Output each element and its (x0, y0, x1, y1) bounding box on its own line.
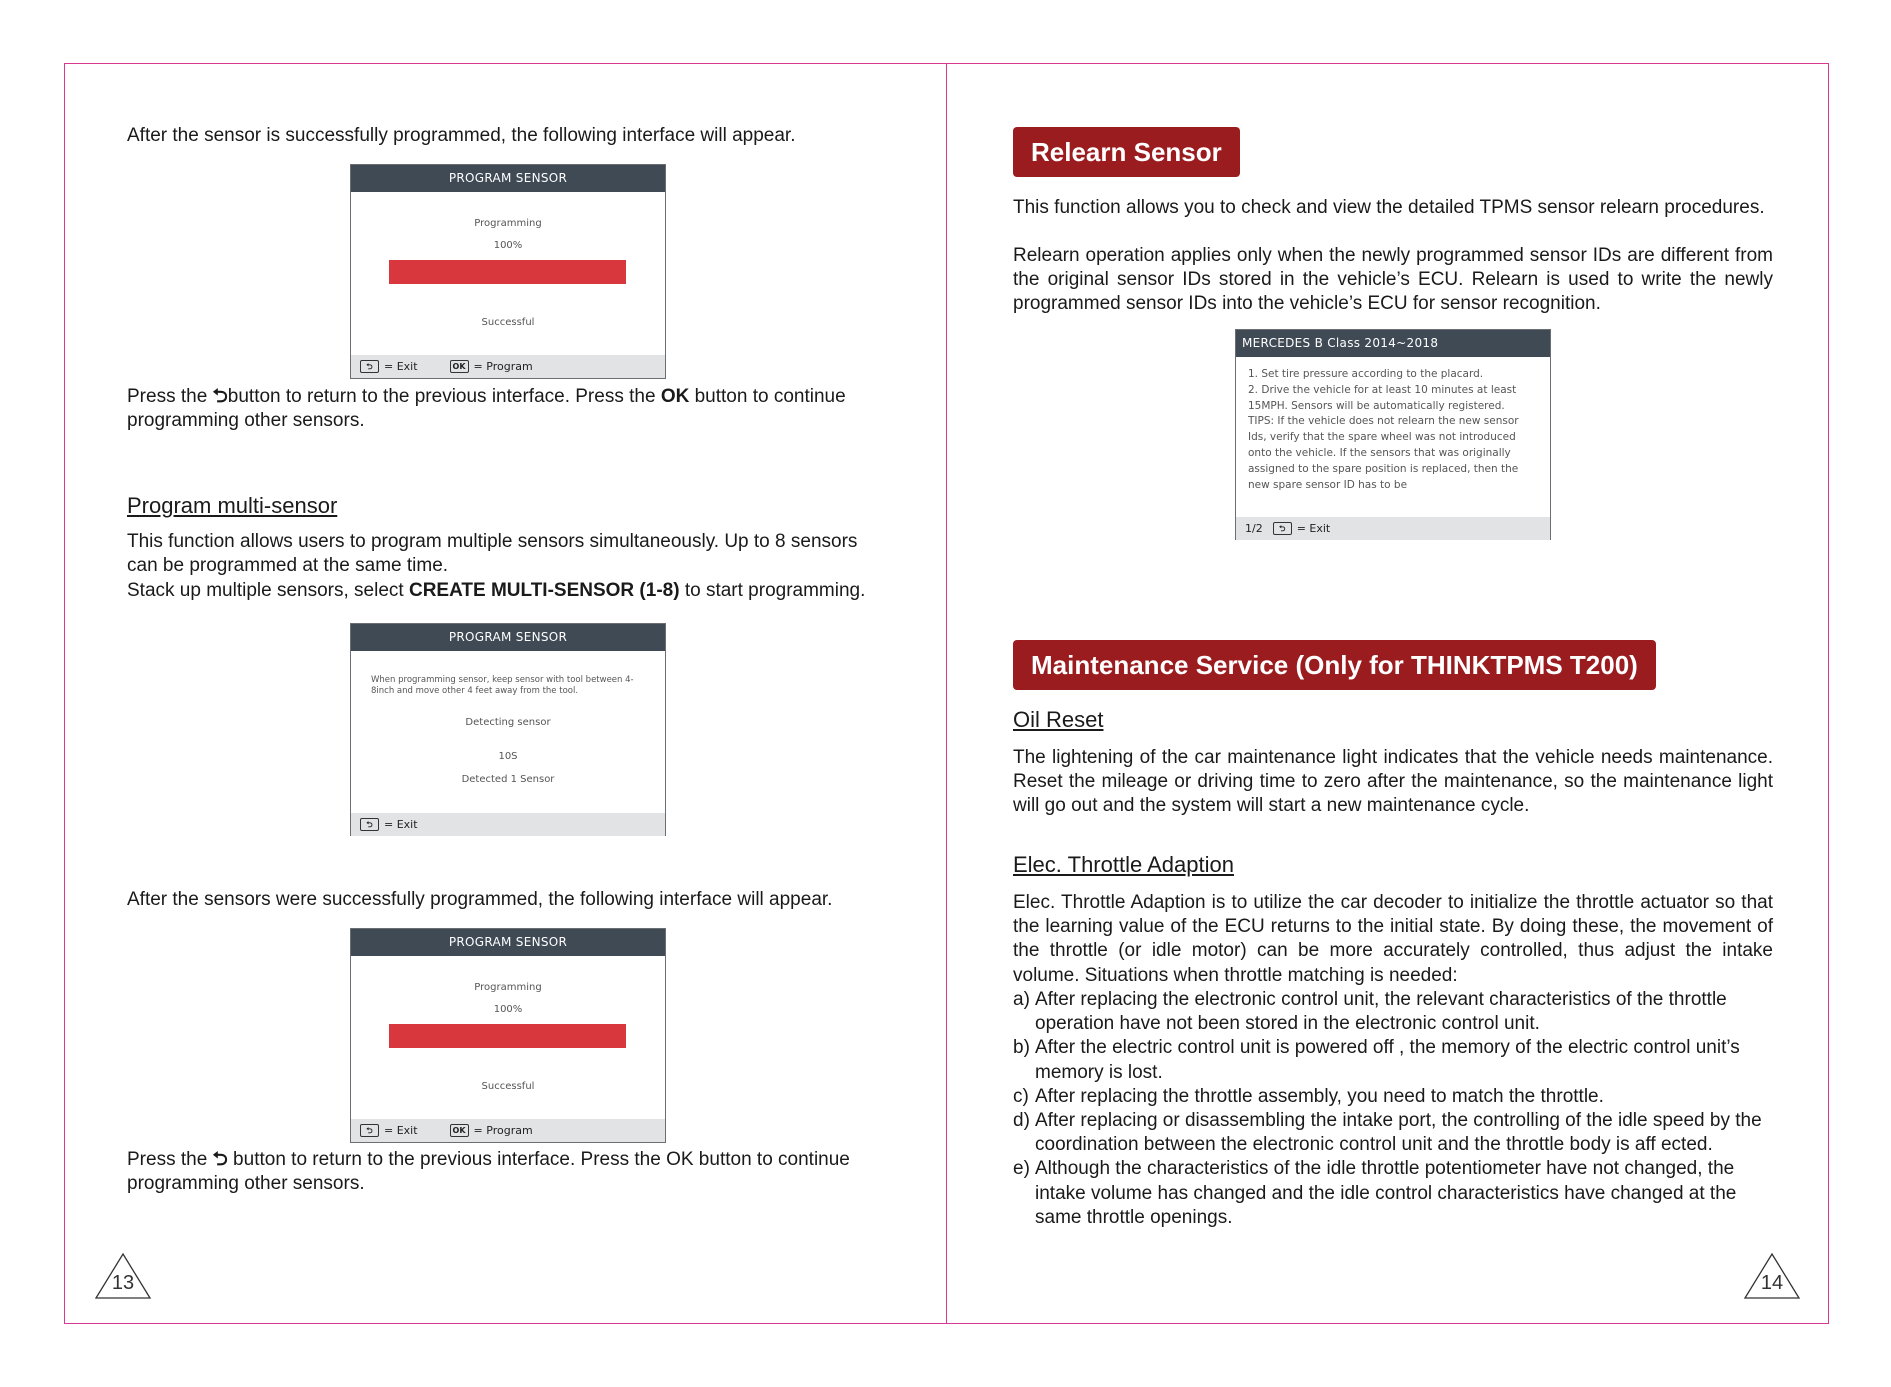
return-icon: ⮌ (360, 1124, 379, 1137)
relearn-sensor-heading: Relearn Sensor (1013, 127, 1240, 177)
return-icon: ⮌ (212, 1149, 228, 1170)
page-divider (946, 63, 947, 1324)
screen-title: PROGRAM SENSOR (351, 624, 665, 651)
progress-bar (389, 1024, 626, 1048)
successful-label: Successful (481, 317, 535, 328)
list-marker: c) (1013, 1085, 1029, 1107)
text-part: button to continue programming other sensors. (127, 386, 846, 432)
relearn-intro-text: This function allows you to check and view the detailed TPMS sensor relearn procedures. (1013, 197, 1765, 218)
program-label: = Program (473, 1124, 533, 1137)
text-part: to start programming. (679, 580, 866, 601)
detecting-label: Detecting sensor (465, 717, 551, 728)
list-text: After replacing or disassembling the intake port, the controlling of the idle speed by the coordination between the electronic control unit and the throttle body is aff ected. (1035, 1110, 1762, 1156)
screen-body (351, 192, 665, 355)
timer-label: 10S (498, 751, 518, 762)
page-indicator: 1/2 (1245, 522, 1263, 535)
relearn-step-1: 1. Set tire pressure according to the placard. (1248, 368, 1484, 380)
list-item (1013, 1036, 1783, 1084)
detect-sensor-screen (350, 623, 666, 836)
programming-label: Programming (474, 982, 542, 993)
keep-distance-note: When programming sensor, keep sensor with tool between 4-8inch and move other 4 feet away from the tool. (371, 675, 634, 696)
screen-footer (1236, 517, 1550, 540)
screen-title: MERCEDES B Class 2014~2018 (1236, 330, 1550, 357)
maintenance-service-heading: Maintenance Service (Only for THINKTPMS T200) (1013, 640, 1656, 690)
list-marker: d) (1013, 1110, 1030, 1132)
press-return-text-1 (127, 385, 887, 433)
text-part: Stack up multiple sensors, select (127, 580, 409, 601)
program-label: = Program (473, 360, 533, 373)
programming-label: Programming (474, 218, 542, 229)
list-item (1013, 1085, 1783, 1109)
list-item (1013, 1109, 1783, 1157)
screen-footer (351, 1119, 665, 1142)
screen-footer (351, 813, 665, 836)
program-sensor-screen-success (350, 928, 666, 1143)
program-sensor-screen (350, 164, 666, 379)
exit-label: = Exit (384, 360, 418, 373)
screen-footer (351, 355, 665, 378)
page-number-14 (1743, 1252, 1801, 1300)
relearn-operation-text: Relearn operation applies only when the newly programmed sensor IDs are different from the original sensor IDs stored in the vehicle’s ECU. Relearn is used to write the newly programmed sensor IDs into the vehicle’s ECU for sensor recognition. (1013, 245, 1773, 315)
return-icon: ⮌ (1273, 522, 1292, 535)
create-multi-sensor-label: CREATE MULTI-SENSOR (1-8) (408, 580, 680, 601)
exit-hint[interactable] (360, 818, 418, 831)
progress-bar (389, 260, 626, 284)
exit-label: = Exit (1296, 522, 1331, 535)
exit-label: = Exit (384, 818, 418, 831)
text-part: button to return to the previous interface. Press the OK button to continue programming other sensors. (127, 1149, 850, 1195)
screen-title: PROGRAM SENSOR (351, 929, 665, 956)
screen-body (351, 956, 665, 1119)
text-part: Press the (127, 386, 213, 407)
intro-text: After the sensor is successfully programmed, the following interface will appear. (127, 125, 796, 146)
percent-label: 100% (493, 1004, 523, 1015)
exit-hint[interactable] (1273, 522, 1331, 535)
after-programmed-text: After the sensors were successfully programmed, the following interface will appear. (127, 889, 833, 910)
throttle-adaption-text: Elec. Throttle Adaption is to utilize the car decoder to initialize the throttle actuator so that the learning value of the ECU returns to the initial state. By doing these, the movement of the throttle (or idle motor) can be more accurately controlled, thus adjust the intake volume. Situations when throttle matching is needed: (1013, 892, 1773, 986)
multi-sensor-text: This function allows users to program multiple sensors simultaneously. Up to 8 sensors can be programmed at the same time. (127, 531, 858, 577)
oil-reset-text: The lightening of the car maintenance light indicates that the vehicle needs maintenance. Reset the mileage or driving time to zero after the maintenance, so the maintenance light will go out and the system will start a new maintenance cycle. (1013, 747, 1773, 817)
list-text: Although the characteristics of the idle throttle potentiometer have not changed, the intake volume has changed and the idle control characteristics have changed at the same throttle openings. (1035, 1158, 1737, 1228)
screen-title: PROGRAM SENSOR (351, 165, 665, 192)
screen-body (351, 651, 665, 813)
list-text: After replacing the throttle assembly, you need to match the throttle. (1035, 1085, 1604, 1107)
list-marker: e) (1013, 1158, 1030, 1180)
oil-reset-heading: Oil Reset (1013, 707, 1104, 732)
list-marker: b) (1013, 1037, 1030, 1059)
list-text: After the electric control unit is powered off , the memory of the electric control unit’s memory is lost. (1035, 1037, 1740, 1083)
ok-key-icon: OK (450, 1124, 469, 1137)
relearn-tips: TIPS: If the vehicle does not relearn the new sensor Ids, verify that the spare wheel was not introduced onto the vehicle. If the sensors that was originally assigned to the spare position is replaced, then the new spare sensor ID has to be (1248, 415, 1519, 491)
page-number-label: 13 (111, 1272, 135, 1294)
program-hint[interactable] (450, 1124, 533, 1137)
multi-sensor-stack-text (127, 579, 887, 603)
exit-hint[interactable] (360, 360, 418, 373)
text-part: button to return to the previous interface. Press the (227, 386, 661, 407)
detected-count-label: Detected 1 Sensor (461, 774, 555, 785)
list-text: After replacing the electronic control unit, the relevant characteristics of the throttle operation have not been stored in the electronic control unit. (1035, 989, 1727, 1035)
percent-label: 100% (493, 240, 523, 251)
return-icon: ⮌ (360, 818, 379, 831)
relearn-step-2: 2. Drive the vehicle for at least 10 minutes at least 15MPH. Sensors will be automatically registered. (1248, 383, 1517, 412)
throttle-adaption-heading: Elec. Throttle Adaption (1013, 852, 1234, 877)
text-part: Press the (127, 1149, 213, 1170)
exit-label: = Exit (384, 1124, 418, 1137)
list-item (1013, 988, 1783, 1036)
mercedes-relearn-screen (1235, 329, 1551, 540)
return-icon: ⮌ (212, 386, 228, 407)
ok-key-icon: OK (450, 360, 469, 373)
exit-hint[interactable] (360, 1124, 418, 1137)
list-item (1013, 1157, 1783, 1230)
page-number-label: 14 (1760, 1272, 1784, 1294)
return-icon: ⮌ (360, 360, 379, 373)
ok-bold: OK (660, 386, 690, 407)
program-multi-sensor-heading: Program multi-sensor (127, 493, 338, 518)
program-hint[interactable] (450, 360, 533, 373)
screen-body (1236, 357, 1550, 517)
press-return-text-2 (127, 1148, 887, 1196)
page-number-13 (94, 1252, 152, 1300)
list-marker: a) (1013, 989, 1030, 1010)
successful-label: Successful (481, 1081, 535, 1092)
throttle-situations-list (1013, 988, 1783, 1230)
